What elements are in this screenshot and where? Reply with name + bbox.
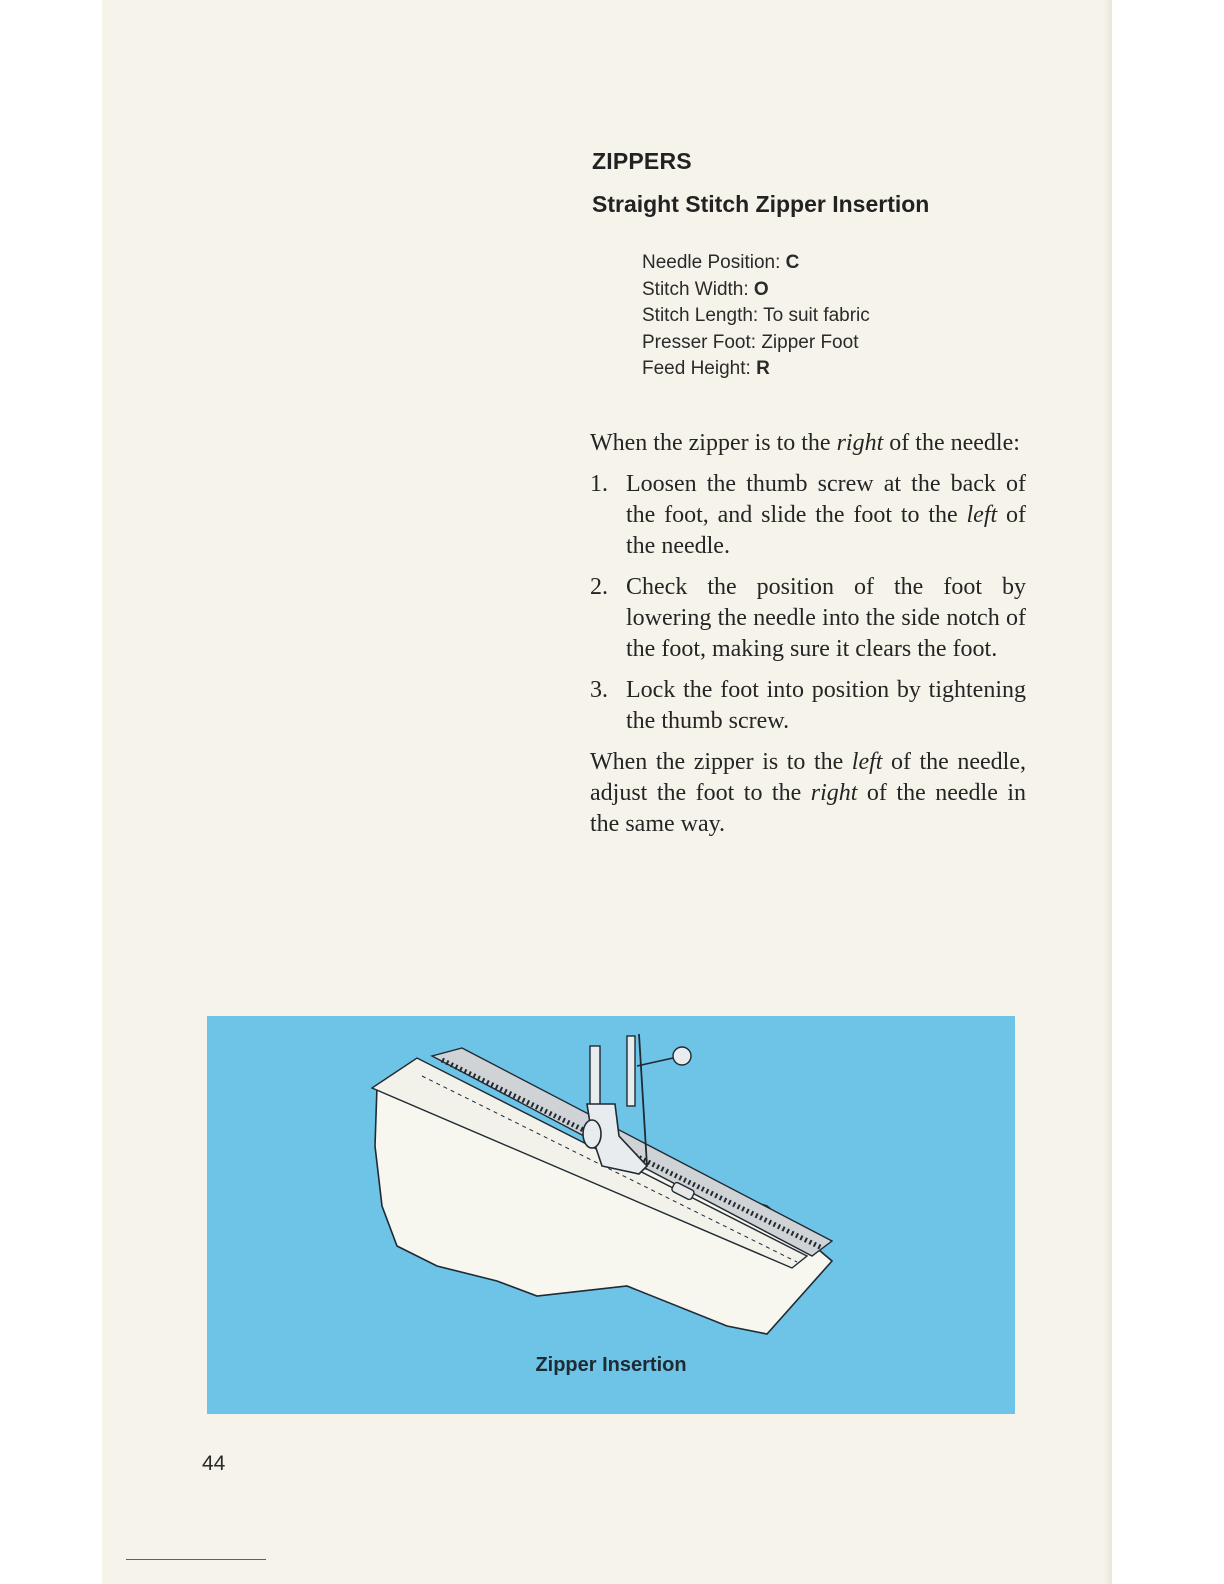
section-heading: ZIPPERS <box>592 148 692 174</box>
instructions <box>590 428 1026 850</box>
setting-feed-height: Feed Height: R <box>642 358 770 379</box>
machine-settings <box>642 250 870 383</box>
closing-paragraph: When the zipper is to the left of the needle, adjust the foot to the right of the needle in the same way. <box>590 749 1027 837</box>
page-number: 44 <box>202 1452 226 1475</box>
needle-bar <box>627 1036 635 1106</box>
setting-needle-position: Needle Position: C <box>642 252 800 273</box>
clamp-arm <box>637 1058 673 1066</box>
section-subheading: Straight Stitch Zipper Insertion <box>592 191 930 217</box>
setting-presser-foot: Presser Foot: Zipper Foot <box>642 331 859 353</box>
presser-bar <box>590 1046 600 1106</box>
setting-stitch-length: Stitch Length: To suit fabric <box>642 305 870 326</box>
steps-list <box>590 469 1026 737</box>
illustration-caption: Zipper Insertion <box>535 1354 687 1376</box>
thumb-screw <box>583 1120 601 1148</box>
step-item: 1. Loosen the thumb screw at the back of the foot, and slide the foot to the left of the needle. <box>590 471 1026 559</box>
needle-clamp-screw <box>673 1047 691 1065</box>
link-underline <box>126 1559 266 1560</box>
zipper-illustration-panel <box>207 1016 1015 1414</box>
page-edge <box>1104 0 1112 1584</box>
step-item: 2. Check the position of the foot by lowering the needle into the side notch of the foot, making sure it clears the foot. <box>590 574 1026 662</box>
step-item: 3. Lock the foot into position by tightening the thumb screw. <box>590 677 1026 734</box>
manual-page <box>102 0 1112 1584</box>
intro-paragraph: When the zipper is to the right of the needle: <box>590 430 1020 456</box>
setting-stitch-width: Stitch Width: O <box>642 278 769 300</box>
